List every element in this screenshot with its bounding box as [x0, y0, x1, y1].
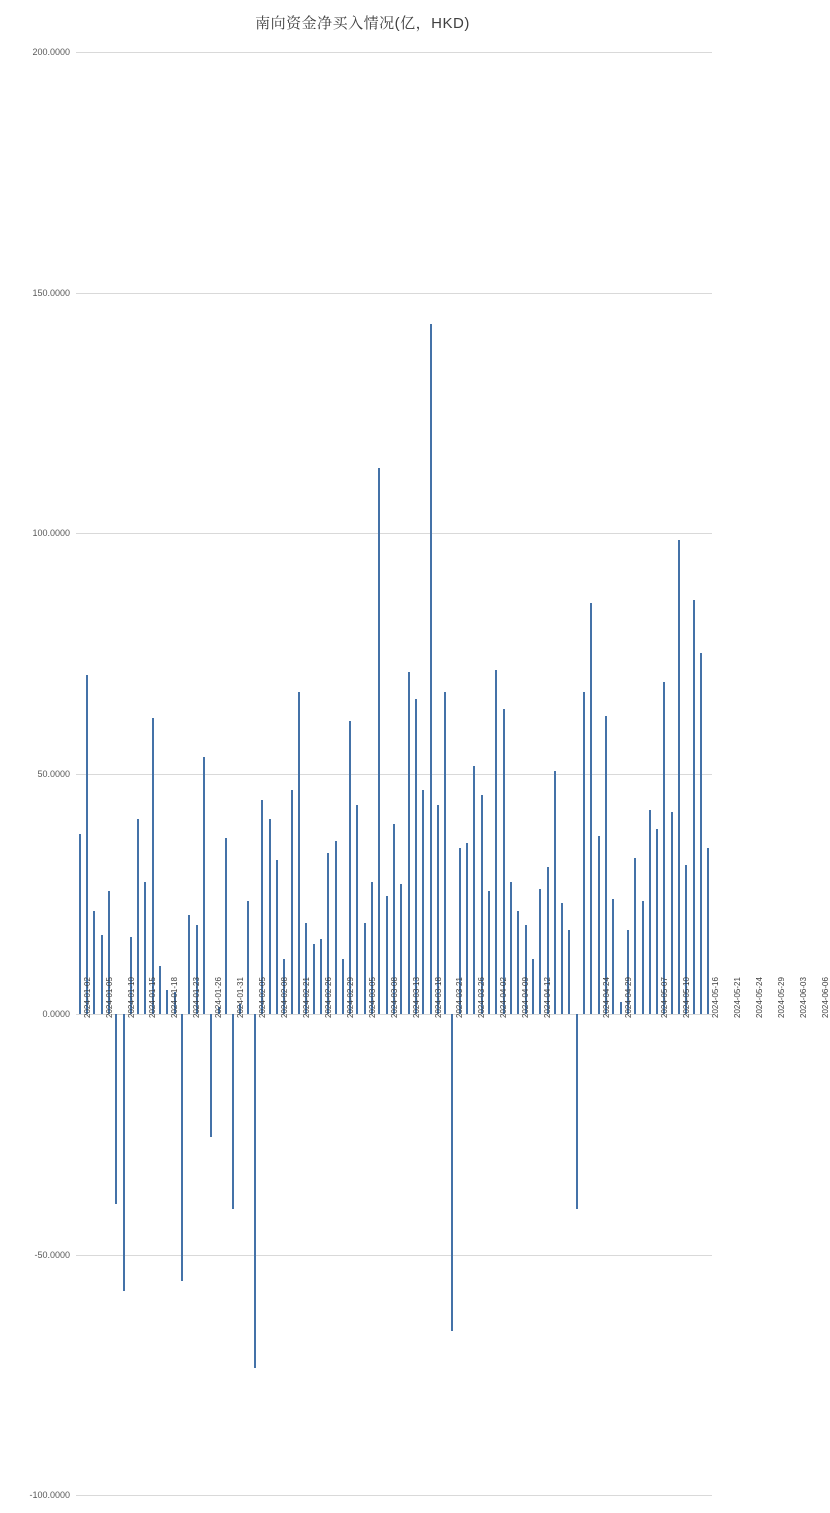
x-axis-tick-label: 2024-02-08	[280, 977, 290, 1018]
x-axis-tick-label: 2024-06-03	[799, 977, 809, 1018]
x-axis-tick-label: 2024-04-09	[521, 977, 531, 1018]
bar	[144, 882, 146, 1014]
bar	[671, 812, 673, 1014]
y-axis-tick-label: 200.0000	[32, 47, 70, 57]
x-axis-tick-label: 2024-04-29	[623, 977, 633, 1018]
bar	[93, 911, 95, 1014]
bar	[707, 848, 709, 1014]
bar	[466, 843, 468, 1014]
bars-layer	[76, 52, 712, 1495]
bar	[415, 699, 417, 1014]
bar	[656, 829, 658, 1014]
x-axis-tick-label: 2024-02-05	[258, 977, 268, 1018]
bar	[693, 600, 695, 1014]
bar	[598, 836, 600, 1014]
bar	[152, 718, 154, 1014]
plot-area	[76, 52, 712, 1495]
x-axis-tick-label: 2024-01-26	[214, 977, 224, 1018]
x-axis-tick-label: 2024-05-29	[777, 977, 787, 1018]
x-axis-tick-label: 2024-01-31	[236, 977, 246, 1018]
x-axis-tick-label: 2024-04-12	[543, 977, 553, 1018]
bar	[188, 915, 190, 1014]
x-axis-tick-label: 2024-05-10	[682, 977, 692, 1018]
bar	[590, 603, 592, 1014]
bar	[612, 899, 614, 1014]
x-axis-tick-label: 2024-01-15	[148, 977, 158, 1018]
x-axis-tick-label: 2024-01-02	[82, 977, 92, 1018]
x-axis-tick-label: 2024-03-05	[367, 977, 377, 1018]
bar	[561, 903, 563, 1014]
x-axis	[76, 0, 712, 80]
bar	[247, 901, 249, 1014]
bar	[539, 889, 541, 1014]
bar	[620, 1002, 622, 1014]
bar	[532, 959, 534, 1014]
chart-title: 南向资金净买入情况(亿，HKD)	[255, 15, 470, 32]
bar	[378, 468, 380, 1014]
x-axis-tick-label: 2024-03-21	[455, 977, 465, 1018]
y-axis-tick-label: 0.0000	[42, 1009, 70, 1019]
bar	[451, 1014, 453, 1331]
x-axis-tick-label: 2024-02-29	[345, 977, 355, 1018]
bar	[495, 670, 497, 1014]
bar	[79, 834, 81, 1014]
y-axis-tick-label: 150.0000	[32, 287, 70, 298]
bar	[298, 692, 300, 1014]
bar	[364, 923, 366, 1014]
bar	[320, 939, 322, 1014]
gridline	[76, 1495, 712, 1496]
y-axis-tick-label: 100.0000	[32, 528, 70, 538]
bar	[342, 959, 344, 1014]
bar	[576, 1014, 578, 1209]
bar	[137, 819, 139, 1014]
bar	[634, 858, 636, 1014]
y-axis-tick-label: -100.0000	[29, 1490, 70, 1500]
y-axis-tick-label: -50.0000	[34, 1249, 70, 1260]
bar	[181, 1014, 183, 1281]
bar	[510, 882, 512, 1014]
x-axis-tick-label: 2024-06-06	[821, 977, 830, 1018]
bar	[400, 884, 402, 1014]
bar	[678, 540, 680, 1014]
bar	[554, 771, 556, 1014]
x-axis-tick-label: 2024-01-10	[126, 977, 136, 1018]
x-axis-tick-label: 2024-03-08	[389, 977, 399, 1018]
bar	[386, 896, 388, 1014]
bar	[430, 324, 432, 1014]
bar	[115, 1014, 117, 1204]
bar	[335, 841, 337, 1014]
x-axis-tick-label: 2024-05-24	[755, 977, 765, 1018]
bar	[444, 692, 446, 1014]
x-axis-tick-label: 2024-01-05	[104, 977, 114, 1018]
bar	[488, 891, 490, 1014]
bar	[166, 990, 168, 1014]
bar	[232, 1014, 234, 1209]
x-axis-tick-label: 2024-01-23	[192, 977, 202, 1018]
bar	[349, 721, 351, 1014]
bar	[313, 944, 315, 1014]
bar	[605, 716, 607, 1014]
x-axis-tick-label: 2024-03-13	[411, 977, 421, 1018]
x-axis-tick-label: 2024-04-24	[601, 977, 611, 1018]
bar	[583, 692, 585, 1014]
bar	[517, 911, 519, 1014]
bar	[422, 790, 424, 1014]
bar	[254, 1014, 256, 1368]
bar	[269, 819, 271, 1014]
bar	[568, 930, 570, 1014]
x-axis-tick-label: 2024-03-18	[433, 977, 443, 1018]
bar	[408, 672, 410, 1014]
bar	[210, 1014, 212, 1137]
bar	[642, 901, 644, 1014]
x-axis-tick-label: 2024-01-18	[170, 977, 180, 1018]
bar	[101, 935, 103, 1014]
y-axis-tick-label: 50.0000	[37, 768, 70, 779]
bar	[356, 805, 358, 1014]
x-axis-tick-label: 2024-05-16	[711, 977, 721, 1018]
bar	[663, 682, 665, 1014]
bar	[700, 653, 702, 1014]
bar	[225, 838, 227, 1014]
x-axis-tick-label: 2024-03-26	[477, 977, 487, 1018]
bar	[86, 675, 88, 1014]
bar	[503, 709, 505, 1014]
bar	[473, 766, 475, 1014]
bar	[291, 790, 293, 1014]
bar	[123, 1014, 125, 1291]
x-axis-tick-label: 2024-02-21	[301, 977, 311, 1018]
bar	[276, 860, 278, 1014]
x-axis-tick-label: 2024-05-07	[660, 977, 670, 1018]
bar	[159, 966, 161, 1014]
bar	[649, 810, 651, 1014]
x-axis-tick-label: 2024-04-02	[499, 977, 509, 1018]
bar	[203, 757, 205, 1014]
x-axis-tick-label: 2024-05-21	[733, 977, 743, 1018]
x-axis-tick-label: 2024-02-26	[323, 977, 333, 1018]
